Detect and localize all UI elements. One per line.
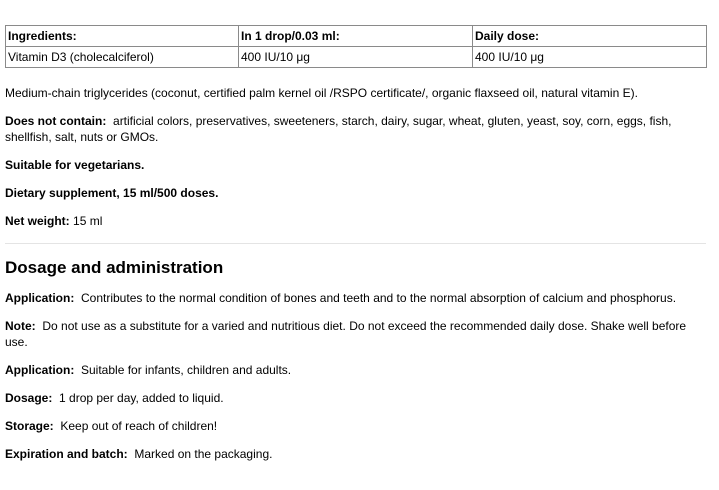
net-weight [5, 213, 706, 229]
item-text: Keep out of reach of children! [60, 419, 218, 433]
item-text: 1 drop per day, added to liquid. [59, 391, 224, 405]
dosage-item-note [5, 318, 706, 350]
table-row [6, 47, 707, 68]
ingredients-table [5, 25, 707, 68]
item-label: Storage: [5, 419, 54, 433]
dosage-section-title: Dosage and administration [5, 258, 224, 277]
item-text: Marked on the packaging. [134, 447, 273, 461]
dosage-item-storage [5, 418, 706, 434]
vegetarian-text: Suitable for vegetarians. [5, 158, 145, 172]
section-divider [5, 243, 706, 244]
item-text: Contributes to the normal condition of bones and teeth and to the normal absorption of calcium and phosphorus. [81, 291, 677, 305]
cell-ingredient: Vitamin D3 (cholecalciferol) [6, 47, 239, 68]
cell-daily-dose: 400 IU/10 μg [473, 47, 707, 68]
dosage-item-suitability [5, 362, 706, 378]
net-weight-label: Net weight: [5, 214, 70, 228]
dosage-item-dosage [5, 390, 706, 406]
header-daily-dose: Daily dose: [473, 26, 707, 47]
net-weight-value: 15 ml [73, 214, 103, 228]
dosage-item-application [5, 290, 706, 306]
supplement-text: Dietary supplement, 15 ml/500 doses. [5, 186, 219, 200]
item-label: Expiration and batch: [5, 447, 128, 461]
does-not-contain-label: Does not contain: [5, 114, 107, 128]
item-label: Note: [5, 319, 36, 333]
item-label: Application: [5, 291, 75, 305]
header-ingredients: Ingredients: [6, 26, 239, 47]
product-info [5, 25, 706, 462]
item-text: Suitable for infants, children and adults. [81, 363, 292, 377]
table-header-row [6, 26, 707, 47]
does-not-contain-text: artificial colors, preservatives, sweeteners, starch, dairy, sugar, wheat, gluten, yeast, soy, corn, eggs, fish, shellfish, salt, nuts or GMOs. [5, 114, 672, 144]
dosage-item-expiration [5, 446, 706, 462]
item-text: Do not use as a substitute for a varied and nutritious diet. Do not exceed the recommended daily dose. Shake well before use. [5, 319, 687, 349]
does-not-contain [5, 113, 706, 145]
item-label: Dosage: [5, 391, 53, 405]
cell-per-drop: 400 IU/10 μg [239, 47, 473, 68]
header-per-drop: In 1 drop/0.03 ml: [239, 26, 473, 47]
item-label: Application: [5, 363, 75, 377]
composition-text: Medium-chain triglycerides (coconut, certified palm kernel oil /RSPO certificate/, organic flaxseed oil, natural vitamin E). [5, 86, 638, 100]
